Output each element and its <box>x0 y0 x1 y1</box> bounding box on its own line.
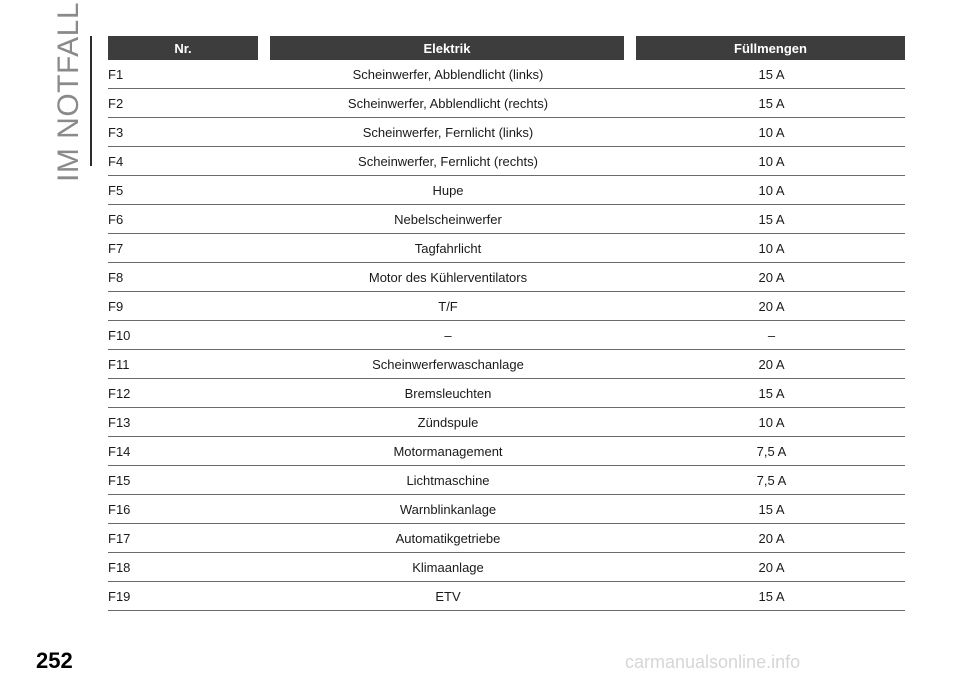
table-row <box>108 350 905 379</box>
table-row <box>108 205 905 234</box>
fuse-table <box>108 36 905 611</box>
fuse-circuit: Bremsleuchten <box>404 385 492 401</box>
fuse-circuit: Scheinwerfer, Fernlicht (links) <box>362 124 534 140</box>
fuse-rating: 15 A <box>758 385 785 401</box>
fuse-rating: 20 A <box>758 559 785 575</box>
fuse-number: F18 <box>108 559 131 575</box>
fuse-number: F6 <box>108 211 124 227</box>
header-fuellmengen: Füllmengen <box>636 36 905 60</box>
table-row <box>108 176 905 205</box>
table-header <box>108 36 905 60</box>
table-row <box>108 118 905 147</box>
fuse-circuit: Nebelscheinwerfer <box>394 211 502 227</box>
fuse-number: F17 <box>108 530 131 546</box>
fuse-circuit: Scheinwerfer, Fernlicht (rechts) <box>358 153 538 169</box>
fuse-number: F13 <box>108 414 131 430</box>
table-row <box>108 147 905 176</box>
fuse-circuit: Scheinwerferwaschanlage <box>372 356 524 372</box>
fuse-number: F14 <box>108 443 131 459</box>
table-row <box>108 89 905 118</box>
header-nr: Nr. <box>108 36 258 60</box>
fuse-number: F16 <box>108 501 131 517</box>
header-elektrik: Elektrik <box>270 36 624 60</box>
fuse-circuit: Scheinwerfer, Abblendlicht (rechts) <box>347 95 549 111</box>
fuse-number: F4 <box>108 153 124 169</box>
fuse-number: F10 <box>108 327 131 343</box>
table-row <box>108 379 905 408</box>
fuse-rating: 15 A <box>758 66 785 82</box>
fuse-number: F7 <box>108 240 124 256</box>
fuse-number: F15 <box>108 472 131 488</box>
section-divider <box>90 36 92 166</box>
fuse-circuit: Tagfahrlicht <box>414 240 482 256</box>
fuse-circuit: T/F <box>438 298 458 314</box>
fuse-number: F1 <box>108 66 124 82</box>
fuse-rating: 15 A <box>758 588 785 604</box>
fuse-circuit: Motormanagement <box>393 443 503 459</box>
table-row <box>108 408 905 437</box>
fuse-rating: 7,5 A <box>756 472 787 488</box>
table-row <box>108 60 905 89</box>
table-row <box>108 292 905 321</box>
fuse-rating: 20 A <box>758 298 785 314</box>
table-row <box>108 553 905 582</box>
fuse-circuit: Lichtmaschine <box>406 472 490 488</box>
table-row <box>108 321 905 350</box>
fuse-rating: 7,5 A <box>756 443 787 459</box>
fuse-rating: 10 A <box>758 182 785 198</box>
fuse-number: F8 <box>108 269 124 285</box>
fuse-circuit: Automatikgetriebe <box>395 530 501 546</box>
fuse-number: F9 <box>108 298 124 314</box>
fuse-rating: 20 A <box>758 530 785 546</box>
fuse-circuit: Motor des Kühlerventilators <box>368 269 528 285</box>
section-title: IM NOTFALL <box>52 1 85 182</box>
fuse-rating: 20 A <box>758 269 785 285</box>
fuse-number: F5 <box>108 182 124 198</box>
fuse-rating: 10 A <box>758 153 785 169</box>
fuse-rating: 15 A <box>758 501 785 517</box>
table-row <box>108 582 905 611</box>
fuse-circuit: ETV <box>435 588 461 604</box>
table-row <box>108 495 905 524</box>
table-row <box>108 263 905 292</box>
fuse-circuit: Zündspule <box>417 414 479 430</box>
fuse-number: F19 <box>108 588 131 604</box>
fuse-number: F12 <box>108 385 131 401</box>
table-row <box>108 466 905 495</box>
fuse-number: F2 <box>108 95 124 111</box>
fuse-circuit: Warnblinkanlage <box>399 501 497 517</box>
fuse-rating: 10 A <box>758 414 785 430</box>
table-row <box>108 524 905 553</box>
fuse-rating: – <box>767 327 776 343</box>
fuse-circuit: Klimaanlage <box>412 559 484 575</box>
fuse-circuit: Scheinwerfer, Abblendlicht (links) <box>352 66 544 82</box>
table-row <box>108 437 905 466</box>
fuse-circuit: Hupe <box>432 182 464 198</box>
table-row <box>108 234 905 263</box>
fuse-rating: 15 A <box>758 211 785 227</box>
fuse-rating: 10 A <box>758 240 785 256</box>
fuse-number: F11 <box>108 356 130 372</box>
table-body <box>108 60 905 611</box>
fuse-circuit: – <box>444 327 452 343</box>
fuse-rating: 15 A <box>758 95 785 111</box>
fuse-rating: 20 A <box>758 356 785 372</box>
fuse-number: F3 <box>108 124 124 140</box>
page-number: 252 <box>36 648 73 673</box>
fuse-rating: 10 A <box>758 124 785 140</box>
watermark: carmanualsonline.info <box>625 652 801 672</box>
